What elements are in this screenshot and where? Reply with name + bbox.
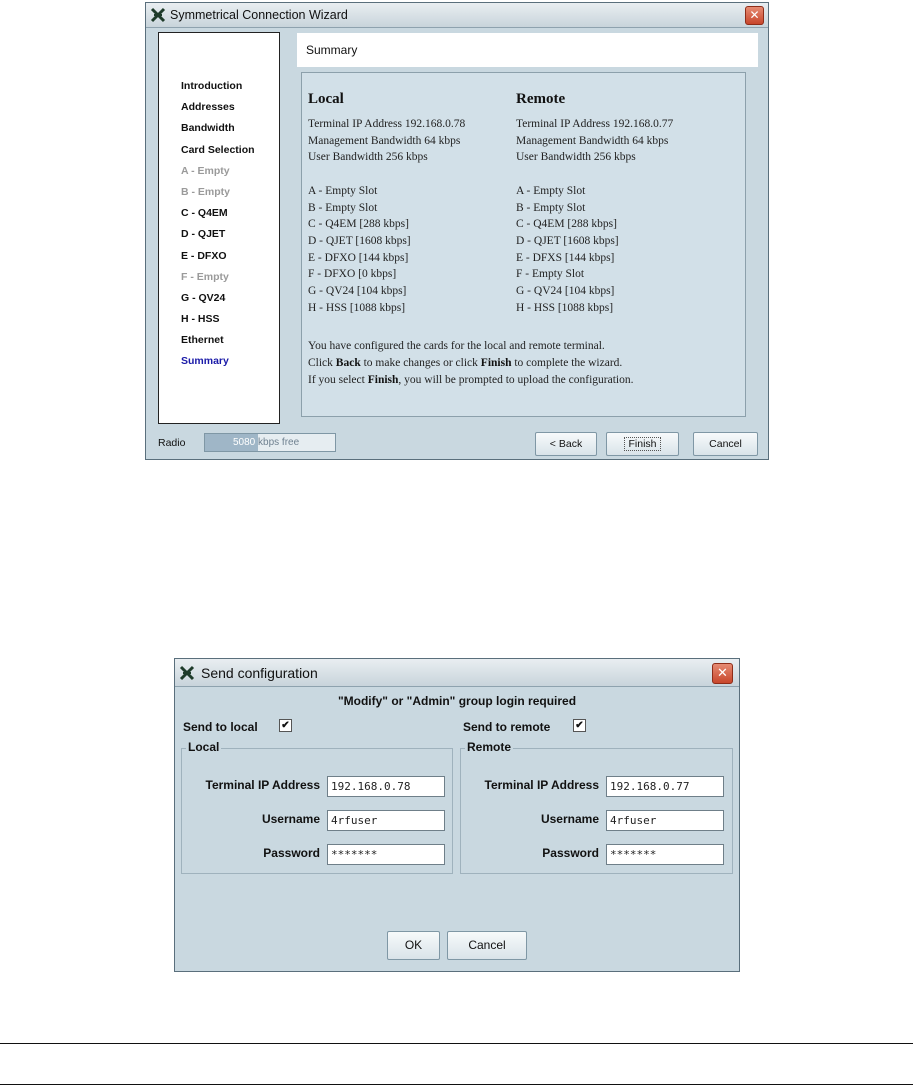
wizard-step-item: B - Empty <box>181 185 231 198</box>
cancel-button[interactable]: Cancel <box>447 931 527 960</box>
local-ip-input[interactable]: 192.168.0.78 <box>327 776 445 797</box>
local-summary-line: User Bandwidth 256 kbps <box>308 151 428 164</box>
remote-password-label: Password <box>542 846 599 860</box>
wizard-title: Symmetrical Connection Wizard <box>170 8 348 22</box>
app-logo-icon <box>179 665 195 681</box>
local-username-label: Username <box>261 812 320 826</box>
panel-header <box>297 33 758 67</box>
remote-heading: Remote <box>516 91 566 107</box>
app-logo-icon <box>150 7 166 23</box>
local-ip-label: Terminal IP Address <box>205 778 320 792</box>
send-to-remote-label: Send to remote <box>463 720 551 734</box>
bandwidth-free-text: 5080 kbps free <box>233 437 300 448</box>
cancel-button[interactable]: Cancel <box>693 432 758 456</box>
remote-username-input[interactable]: 4rfuser <box>606 810 724 831</box>
wizard-step-item: H - HSS <box>181 313 220 326</box>
local-heading: Local <box>308 91 344 107</box>
local-summary-line: Management Bandwidth 64 kbps <box>308 134 461 147</box>
close-icon[interactable]: ✕ <box>712 663 733 684</box>
login-required-note: "Modify" or "Admin" group login required <box>337 694 577 708</box>
local-summary-line: A - Empty Slot <box>308 184 378 197</box>
wizard-step-item: G - QV24 <box>181 291 226 304</box>
wizard-title-bar[interactable] <box>146 3 768 28</box>
bandwidth-progress-bar <box>204 433 336 452</box>
send-configuration-dialog <box>174 658 740 972</box>
send-to-local-label: Send to local <box>183 720 258 734</box>
remote-summary-line: G - QV24 [104 kbps] <box>516 285 615 297</box>
remote-group <box>460 740 733 874</box>
back-button[interactable]: < Back <box>535 432 597 456</box>
wizard-steps-panel <box>158 32 280 424</box>
remote-summary-line: B - Empty Slot <box>516 201 586 214</box>
page-rule-top <box>0 1043 913 1044</box>
wizard-step-item: Card Selection <box>181 143 255 156</box>
remote-summary-line: Terminal IP Address 192.168.0.77 <box>516 118 674 130</box>
wizard-step-item: F - Empty <box>181 270 229 283</box>
wizard-step-item: Introduction <box>181 80 243 92</box>
summary-content <box>301 72 746 417</box>
local-summary-line: B - Empty Slot <box>308 201 378 214</box>
local-username-input[interactable]: 4rfuser <box>327 810 445 831</box>
remote-summary-line: C - Q4EM [288 kbps] <box>516 218 617 231</box>
wizard-step-item: E - DFXO <box>181 249 227 262</box>
local-password-label: Password <box>263 846 320 860</box>
remote-ip-input[interactable]: 192.168.0.77 <box>606 776 724 797</box>
send-to-remote-option[interactable] <box>463 720 584 734</box>
remote-summary-line: F - Empty Slot <box>516 268 585 281</box>
summary-message-line-2: Click Back to make changes or click Finish to complete the wizard. <box>308 357 623 369</box>
remote-summary-line: User Bandwidth 256 kbps <box>516 151 636 164</box>
send-dialog-title: Send configuration <box>201 665 318 681</box>
symmetrical-connection-wizard-window <box>145 2 769 460</box>
wizard-step-item: C - Q4EM <box>181 207 228 220</box>
panel-title: Summary <box>306 43 358 57</box>
send-to-local-checkbox[interactable]: ✔ <box>279 719 292 732</box>
remote-username-label: Username <box>540 812 599 826</box>
send-to-remote-checkbox[interactable]: ✔ <box>573 719 586 732</box>
wizard-step-item: Bandwidth <box>181 122 235 135</box>
ok-button[interactable]: OK <box>387 931 440 960</box>
remote-password-input[interactable]: ******* <box>606 844 724 865</box>
local-summary-line: F - DFXO [0 kbps] <box>308 268 397 281</box>
wizard-step-item: D - QJET <box>181 228 226 241</box>
send-to-local-option[interactable] <box>183 720 290 734</box>
close-icon[interactable]: ✕ <box>745 6 764 25</box>
local-summary-line: G - QV24 [104 kbps] <box>308 285 407 297</box>
remote-summary-line: E - DFXS [144 kbps] <box>516 251 615 264</box>
wizard-step-item: Ethernet <box>181 334 224 347</box>
remote-summary-line: Management Bandwidth 64 kbps <box>516 134 669 147</box>
wizard-step-item: Summary <box>181 355 229 368</box>
radio-label: Radio <box>158 437 186 449</box>
local-password-input[interactable]: ******* <box>327 844 445 865</box>
local-group-title: Local <box>188 740 220 754</box>
local-summary-line: E - DFXO [144 kbps] <box>308 251 409 264</box>
send-dialog-title-bar[interactable] <box>175 659 739 687</box>
remote-ip-label: Terminal IP Address <box>484 778 599 792</box>
summary-message-line-3: If you select Finish, you will be prompted to upload the configuration. <box>308 374 634 386</box>
local-group <box>181 740 453 874</box>
local-summary-line: Terminal IP Address 192.168.0.78 <box>308 118 466 130</box>
local-summary-line: C - Q4EM [288 kbps] <box>308 218 409 231</box>
summary-message-line-1: You have configured the cards for the local and remote terminal. <box>308 340 605 352</box>
local-summary-line: D - QJET [1608 kbps] <box>308 234 411 247</box>
wizard-step-item: Addresses <box>181 101 235 114</box>
remote-summary-line: A - Empty Slot <box>516 184 586 197</box>
wizard-step-item: A - Empty <box>181 164 230 177</box>
finish-button[interactable] <box>606 432 679 456</box>
local-summary-line: H - HSS [1088 kbps] <box>308 301 406 314</box>
finish-button-label: Finish <box>624 437 660 451</box>
remote-group-title: Remote <box>467 740 512 754</box>
remote-summary-line: H - HSS [1088 kbps] <box>516 301 614 314</box>
remote-summary-line: D - QJET [1608 kbps] <box>516 234 619 247</box>
wizard-steps-list <box>181 80 255 377</box>
